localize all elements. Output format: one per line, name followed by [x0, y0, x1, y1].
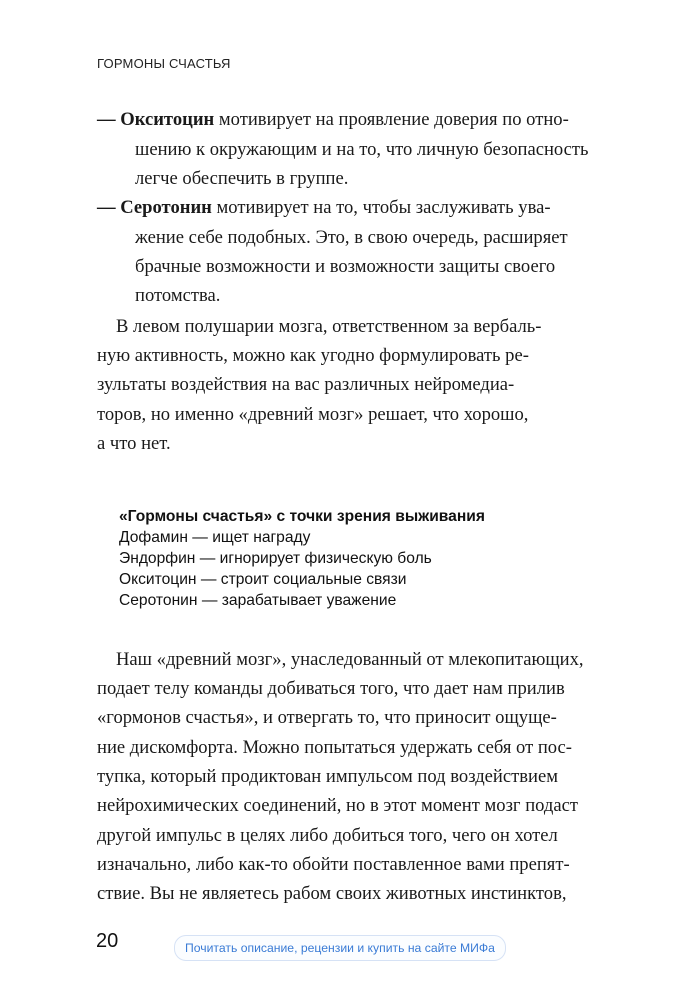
survival-summary-box: [119, 506, 485, 611]
paragraph-1-line-4: торов, но именно «древний мозг» решает, что хорошо,: [97, 404, 529, 425]
box-item-serotonin: Серотонин — зарабатывает уважение: [119, 592, 397, 609]
bullet-term-oxytocin: Окситоцин: [120, 109, 215, 130]
buy-on-mif-link[interactable]: Почитать описание, рецензии и купить на сайте МИФа: [174, 935, 506, 961]
paragraph-1-line-2: ную активность, можно как угодно формулировать ре-: [97, 345, 529, 366]
box-item-dopamine: Дофамин — ищет награду: [119, 529, 311, 546]
bullet-serotonin-line-3: брачные возможности и возможности защиты своего: [135, 256, 556, 277]
paragraph-1-line-5: а что нет.: [97, 433, 171, 454]
paragraph-2-line-5: тупка, который продиктован импульсом под воздействием: [97, 766, 558, 787]
bullet-text: мотивирует на то, чтобы заслуживать ува-: [211, 197, 551, 218]
paragraph-2-line-3: «гормонов счастья», и отвергать то, что приносит ощуще-: [97, 707, 557, 728]
paragraph-1-line-3: зультаты воздействия на вас различных нейромедиа-: [97, 374, 515, 395]
bullet-dash: —: [97, 109, 116, 130]
paragraph-2-line-9: ствие. Вы не являетесь рабом своих животных инстинктов,: [97, 883, 567, 904]
paragraph-2-line-8: изначально, либо как-то обойти поставленное вами препят-: [97, 854, 570, 875]
paragraph-2-line-2: подает телу команды добиваться того, что дает нам прилив: [97, 678, 565, 699]
bullet-oxytocin-line-2: шению к окружающим и на то, что личную безопасность: [135, 139, 589, 160]
box-title: «Гормоны счастья» с точки зрения выживания: [119, 508, 485, 525]
paragraph-2-line-4: ние дискомфорта. Можно попытаться удержать себя от пос-: [97, 737, 573, 758]
page-number: 20: [96, 930, 119, 952]
bullet-serotonin-line-1: [97, 199, 551, 218]
paragraph-1-line-1: В левом полушарии мозга, ответственном за вербаль-: [116, 316, 542, 337]
paragraph-2-line-6: нейрохимических соединений, но в этот момент мозг подаст: [97, 795, 578, 816]
bullet-serotonin-line-2: жение себе подобных. Это, в свою очередь, расширяет: [135, 227, 568, 248]
box-item-endorphin: Эндорфин — игнорирует физическую боль: [119, 550, 432, 567]
bullet-dash: —: [97, 197, 116, 218]
paragraph-2-line-7: другой импульс в целях либо добиться того, чего он хотел: [97, 825, 558, 846]
bullet-text: мотивирует на проявление доверия по отно-: [214, 109, 569, 130]
paragraph-2-line-1: Наш «древний мозг», унаследованный от млекопитающих,: [116, 649, 584, 670]
bullet-serotonin-line-4: потомства.: [135, 285, 221, 306]
bullet-oxytocin-line-1: [97, 111, 569, 130]
bullet-term-serotonin: Серотонин: [120, 197, 212, 218]
bullet-oxytocin-line-3: легче обеспечить в группе.: [135, 168, 349, 189]
running-header: ГОРМОНЫ СЧАСТЬЯ: [97, 56, 231, 71]
box-item-oxytocin: Окситоцин — строит социальные связи: [119, 571, 407, 588]
